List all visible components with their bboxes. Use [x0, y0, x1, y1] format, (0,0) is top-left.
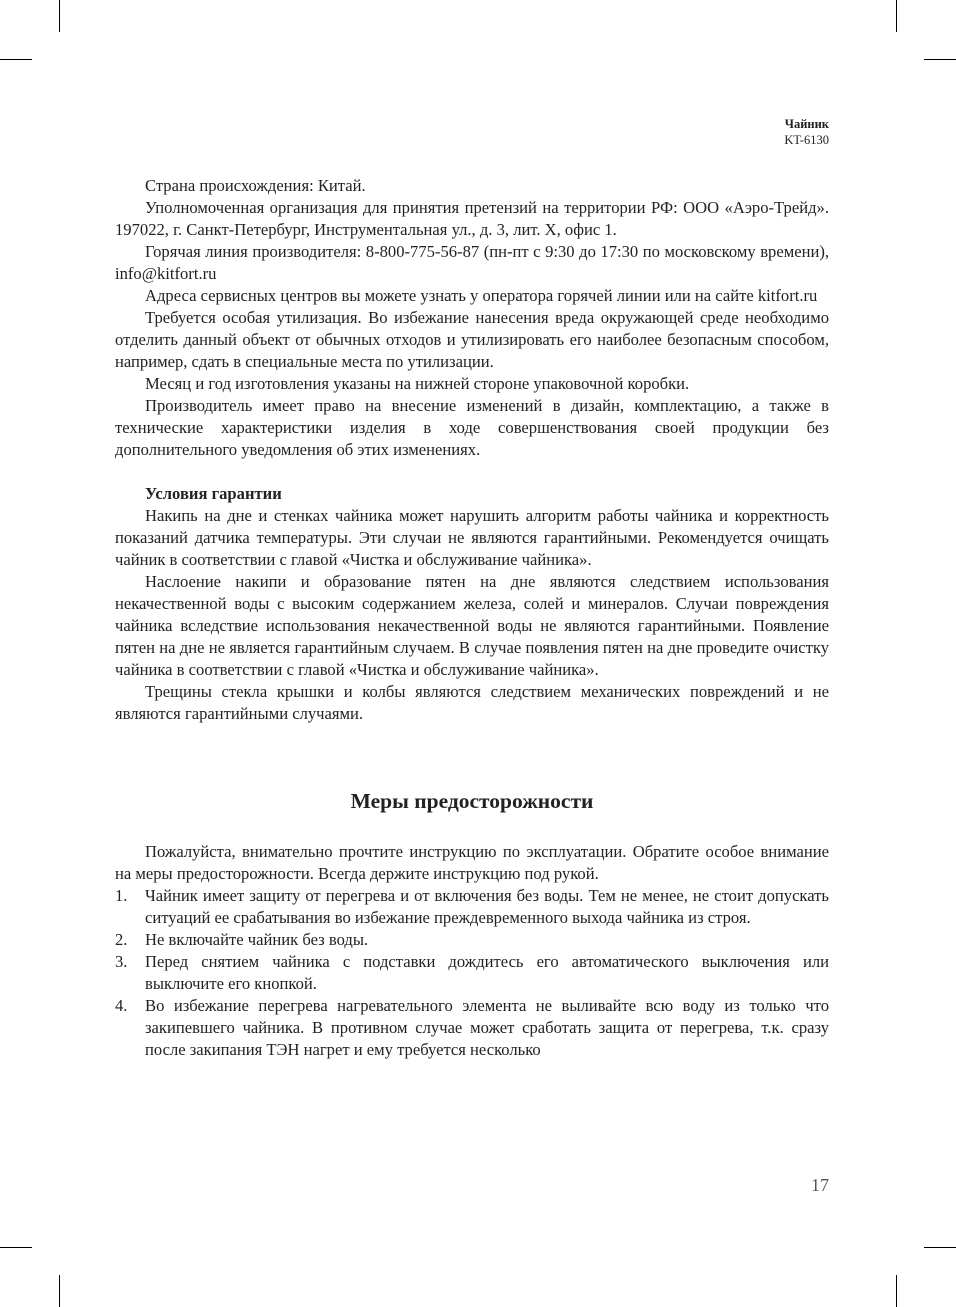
- list-item: [115, 885, 829, 929]
- warranty-heading: Условия гарантии: [145, 484, 282, 503]
- page-body: [115, 175, 829, 1061]
- paragraph: Горячая линия производителя: 8-800-775-56-87 (пн-пт с 9:30 до 17:30 по московскому времени), info@kitfort.ru: [115, 242, 829, 283]
- paragraph: Уполномоченная организация для принятия претензий на территории РФ: ООО «Аэро-Трейд». 197022, г. Санкт-Петербург, Инструментальная ул., д. 3, лит. Х, офис 1.: [115, 198, 829, 239]
- list-number: 4.: [115, 996, 128, 1015]
- section-title: Меры предосторожности: [350, 789, 594, 813]
- warranty-paragraph: Трещины стекла крышки и колбы являются следствием механических повреждений и не являются гарантийными случаями.: [115, 682, 829, 723]
- list-number: 1.: [115, 886, 128, 905]
- crop-mark: [59, 0, 60, 32]
- list-number: 2.: [115, 930, 128, 949]
- warranty-paragraph: Наслоение накипи и образование пятен на дне являются следствием использования некачественной воды с высоким содержанием железа, солей и минералов. Случаи повреждения чайника вследствие использования некачественной воды не являются гарантийными. Появление пятен на дне не является гарантийным случаем. В случае появления пятен на дне проведите очистку чайника в соответствии с главой «Чистка и обслуживание чайника».: [115, 572, 829, 679]
- list-item: [115, 951, 829, 995]
- list-item-text: Во избежание перегрева нагревательного элемента не выливайте всю воду из только что закипевшего чайника. В противном случае может сработать защита от перегрева, т.к. сразу после закипания ТЭН нагрет и ему требуется несколько: [145, 996, 829, 1059]
- list-item: [115, 995, 829, 1061]
- crop-mark: [896, 1275, 897, 1307]
- list-item-text: Чайник имеет защиту от перегрева и от включения без воды. Тем не менее, не стоит допускать ситуаций ее срабатывания во избежание преждевременного выхода чайника из строя.: [145, 886, 829, 927]
- crop-mark: [0, 1247, 32, 1248]
- crop-mark: [896, 0, 897, 32]
- list-number: 3.: [115, 952, 128, 971]
- crop-mark: [924, 59, 956, 60]
- crop-mark: [0, 59, 32, 60]
- precautions-list: [115, 885, 829, 1061]
- running-header: [784, 116, 829, 148]
- paragraph: Требуется особая утилизация. Во избежание нанесения вреда окружающей среде необходимо отделить данный объект от обычных отходов и утилизировать его наиболее безопасным способом, например, сдать в специальные места по утилизации.: [115, 308, 829, 371]
- crop-mark: [924, 1247, 956, 1248]
- header-model: KT-6130: [784, 133, 829, 147]
- page-number: 17: [811, 1175, 829, 1195]
- paragraph: Страна происхождения: Китай.: [145, 176, 366, 195]
- header-title: Чайник: [784, 117, 829, 131]
- paragraph: Адреса сервисных центров вы можете узнать у оператора горячей линии или на сайте kitfort.ru: [145, 286, 818, 305]
- paragraph: Месяц и год изготовления указаны на нижней стороне упаковочной коробки.: [145, 374, 690, 393]
- list-item: [115, 929, 829, 951]
- list-item-text: Не включайте чайник без воды.: [145, 930, 369, 949]
- paragraph: Производитель имеет право на внесение изменений в дизайн, комплектацию, а также в технические характеристики изделия в ходе совершенствования своей продукции без дополнительного уведомления об этих изменениях.: [115, 396, 829, 459]
- warranty-paragraph: Накипь на дне и стенках чайника может нарушить алгоритм работы чайника и корректность показаний датчика температуры. Эти случаи не являются гарантийными. Рекомендуется очищать чайник в соответствии с главой «Чистка и обслуживание чайника».: [115, 506, 829, 569]
- precautions-intro: Пожалуйста, внимательно прочтите инструкцию по эксплуатации. Обратите особое внимание на меры предосторожности. Всегда держите инструкцию под рукой.: [115, 842, 829, 883]
- list-item-text: Перед снятием чайника с подставки дождитесь его автоматического выключения или выключите его кнопкой.: [145, 952, 829, 993]
- crop-mark: [59, 1275, 60, 1307]
